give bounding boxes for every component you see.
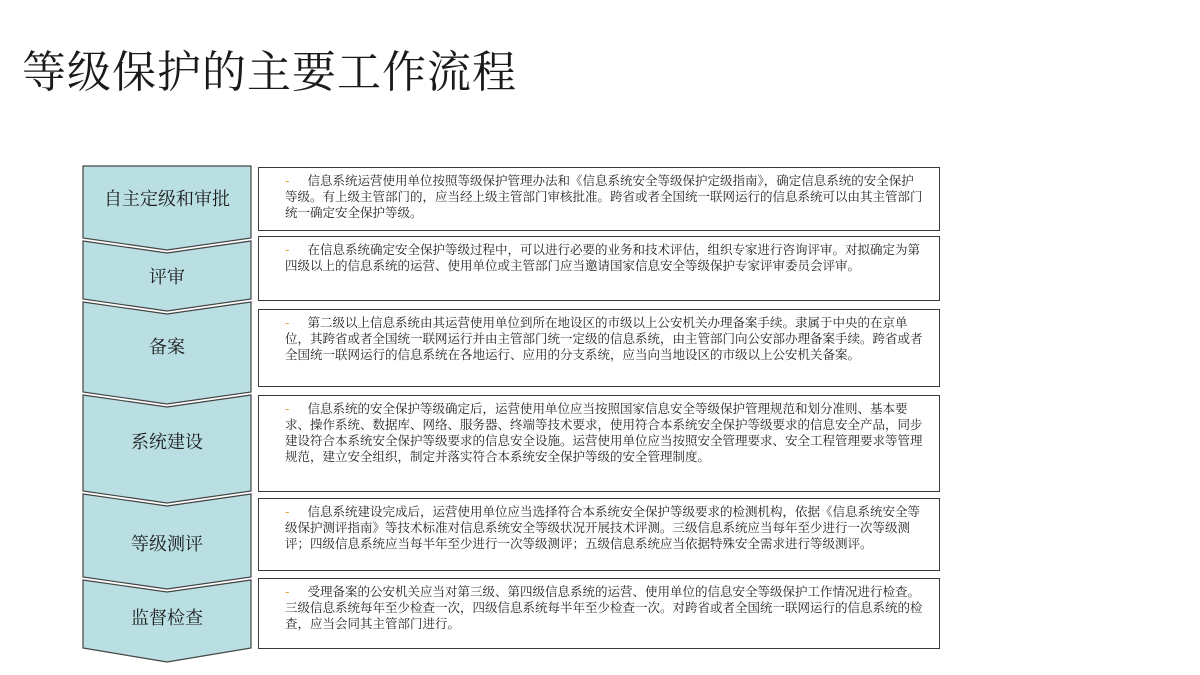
description-text: 信息系统建设完成后，运营使用单位应当选择符合本系统安全保护等级要求的检测机构，依据《信息系统安全等级保护测评指南》等技术标准对信息系统安全等级状况开展技术评测。三级信息系统应当每年至少进行一次等级测评；四级信息系统应当每半年至少进行一次等级测评；五级信息系统应当依据特殊安全需求进行等级测评。 <box>285 504 921 551</box>
stage-description-grade-assessment <box>258 498 940 571</box>
bullet-dash: - <box>285 584 290 599</box>
description-text: 在信息系统确定安全保护等级过程中，可以进行必要的业务和技术评估，组织专家进行咨询评审。对拟确定为第四级以上的信息系统的运营、使用单位或主管部门应当邀请国家信息安全等级保护专家评审委员会评审。 <box>285 242 921 273</box>
bullet-dash: - <box>285 173 290 188</box>
stage-label-system-build: 系统建设 <box>131 432 203 453</box>
description-text: 信息系统运营使用单位按照等级保护管理办法和《信息系统安全等级保护定级指南》，确定信息系统的安全保护等级。有上级主管部门的，应当经上级主管部门审核批准。跨省或者全国统一联网运行的信息系统可以由其主管部门统一确定安全保护等级。 <box>285 173 923 220</box>
description-text: 第二级以上信息系统由其运营使用单位到所在地设区的市级以上公安机关办理备案手续。隶属于中央的在京单位，其跨省或者全国统一联网运行并由主管部门统一定级的信息系统，由主管部门向公安部办理备案手续。跨省或者全国统一联网运行的信息系统在各地运行、应用的分支系统，应当向当地设区的市级以上公安机关备案。 <box>285 315 923 362</box>
stage-description-supervision <box>258 578 940 649</box>
stage-label-filing: 备案 <box>149 337 185 358</box>
stage-label-supervision: 监督检查 <box>131 608 203 629</box>
page-title: 等级保护的主要工作流程 <box>22 47 517 98</box>
stage-label-self-grading: 自主定级和审批 <box>104 189 230 210</box>
stage-label-review: 评审 <box>149 267 185 288</box>
bullet-dash: - <box>285 401 290 416</box>
description-text: 信息系统的安全保护等级确定后，运营使用单位应当按照国家信息安全等级保护管理规范和划分准则、基本要求、操作系统、数据库、网络、服务器、终端等技术要求，使用符合本系统安全保护等级要求的信息安全产品，同步建设符合本系统安全保护等级要求的信息安全设施。运营使用单位应当按照安全管理要求、安全工程管理要求等管理规范，建立安全组织，制定并落实符合本系统安全保护等级的安全管理制度。 <box>285 401 923 464</box>
stage-description-review <box>258 236 940 301</box>
bullet-dash: - <box>285 315 290 330</box>
description-text: 受理备案的公安机关应当对第三级、第四级信息系统的运营、使用单位的信息安全等级保护工作情况进行检查。三级信息系统每年至少检查一次，四级信息系统每半年至少检查一次。对跨省或者全国统一联网运行的信息系统的检查，应当会同其主管部门进行。 <box>285 584 923 631</box>
stage-description-system-build <box>258 395 940 492</box>
stage-description-self-grading <box>258 167 940 231</box>
bullet-dash: - <box>285 242 290 257</box>
stage-description-filing <box>258 309 940 387</box>
bullet-dash: - <box>285 504 290 519</box>
stage-label-grade-assessment: 等级测评 <box>131 534 203 555</box>
